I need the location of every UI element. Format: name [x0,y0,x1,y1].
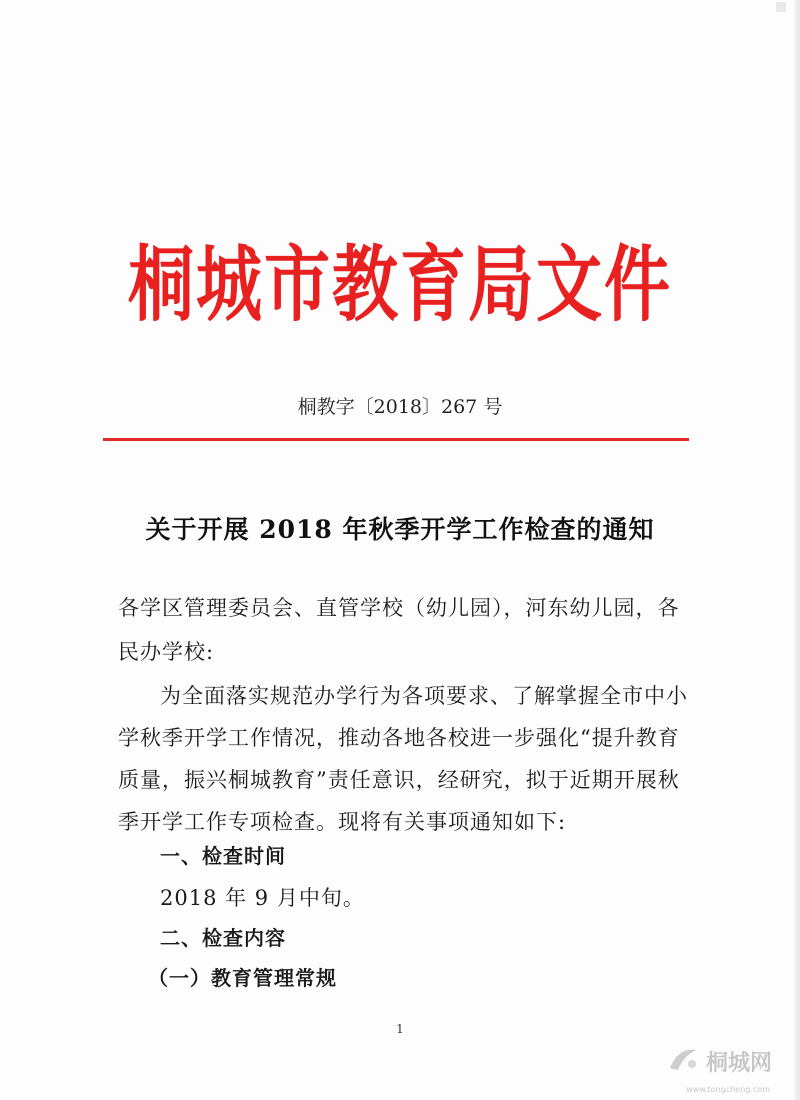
scan-mark [776,2,786,12]
watermark-text: 桐城网 [705,1050,772,1076]
body-line: 各学区管理委员会、直管学校（幼儿园），河东幼儿园，各 [118,596,680,620]
red-divider [103,438,689,441]
section-heading: 二、检查内容 [160,926,286,950]
scan-edge [794,0,800,1100]
watermark-url: www.tongcheng.com [686,1085,770,1094]
subsection-heading: （一）教育管理常规 [148,966,337,990]
section-text: 2018 年 9 月中旬。 [160,886,365,910]
document-number: 桐教字〔2018〕267 号 [297,396,503,418]
body-line: 民办学校: [118,640,215,664]
site-logo-icon [666,1044,700,1078]
body-line: 季开学工作专项检查。现将有关事项通知如下: [118,810,567,834]
notice-title: 关于开展 2018 年秋季开学工作检查的通知 [145,515,655,544]
section-heading: 一、检查时间 [160,844,286,868]
body-line: 学秋季开学工作情况，推动各地各校进一步强化“提升教育 [118,726,680,750]
site-watermark [666,1044,772,1078]
body-line: 为全面落实规范办学行为各项要求、了解掌握全市中小 [160,684,688,708]
page-number: 1 [396,1022,404,1036]
body-line: 质量，振兴桐城教育”责任意识，经研究，拟于近期开展秋 [118,768,680,792]
document-masthead: 桐城市教育局文件 [128,235,672,333]
